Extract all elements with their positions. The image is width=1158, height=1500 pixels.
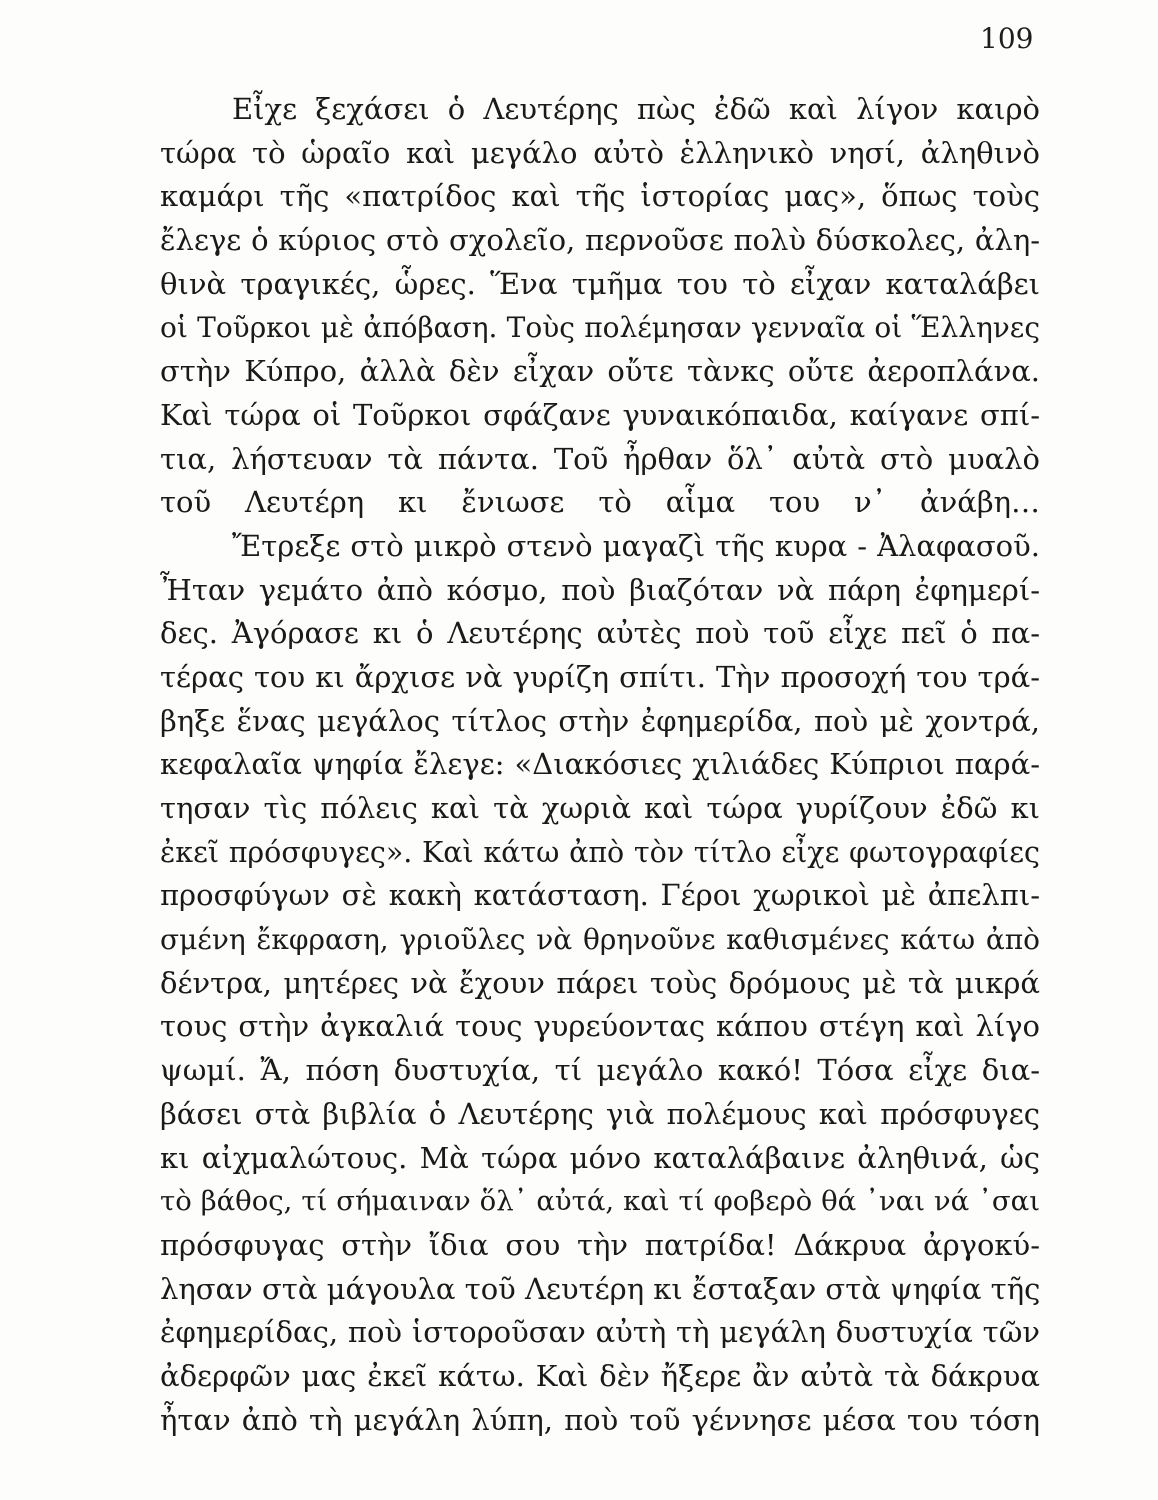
text-line: Ἔτρεξε στὸ μικρὸ στενὸ μαγαζὶ τῆς κυρα - Ἀλαφασοῦ. (232, 528, 1040, 563)
text-line: στὴν Κύπρο, ἀλλὰ δὲν εἶχαν οὔτε τὰνκς οὔτε ἀεροπλάνα. (160, 354, 1040, 389)
body-text (160, 88, 1040, 1442)
text-line: προσφύγων σὲ κακὴ κατάσταση. Γέροι χωρικοὶ μὲ ἀπελπι- (160, 878, 1040, 913)
text-line: οἱ Τοῦρκοι μὲ ἀπόβαση. Τοὺς πολέμησαν γενναῖα οἱ Ἕλληνες (160, 311, 1040, 345)
text-line: κι αἰχμαλώτους. Μὰ τώρα μόνο καταλάβαινε ἀληθινά, ὡς (160, 1140, 1040, 1175)
page-number: 109 (980, 22, 1034, 55)
text-line: τὸ βάθος, τί σήμαιναν ὅλ᾽ αὐτά, καὶ τί φοβερὸ θά ᾽ναι νά ᾽σαι (160, 1185, 1040, 1218)
text-line: τώρα τὸ ὡραῖο καὶ μεγάλο αὐτὸ ἑλληνικὸ νησί, ἀληθινὸ (160, 135, 1040, 170)
text-line: ἐφημερίδας, ποὺ ἱστοροῦσαν αὐτὴ τὴ μεγάλη δυστυχία τῶν (160, 1315, 1040, 1350)
text-line: πρόσφυγας στὴν ἴδια σου τὴν πατρίδα! Δάκρυα ἀργοκύ- (160, 1227, 1040, 1262)
text-line: σμένη ἔκφραση, γριοῦλες νὰ θρηνοῦνε καθισμένες κάτω ἀπὸ (160, 923, 1040, 957)
text-line: Εἶχε ξεχάσει ὁ Λευτέρης πὼς ἐδῶ καὶ λίγον καιρὸ (232, 92, 1040, 126)
text-line: Ἦταν γεμάτο ἀπὸ κόσμο, ποὺ βιαζόταν νὰ πάρη ἐφημερί- (160, 572, 1040, 607)
text-line: ἀδερφῶν μας ἐκεῖ κάτω. Καὶ δὲν ἤξερε ἂν αὐτὰ τὰ δάκρυα (160, 1358, 1040, 1393)
text-line: κεφαλαῖα ψηφία ἔλεγε: «Διακόσιες χιλιάδες Κύπριοι παρά- (160, 747, 1040, 782)
text-line: δέντρα, μητέρες νὰ ἔχουν πάρει τοὺς δρόμους μὲ τὰ μικρά (160, 965, 1040, 1000)
text-line: βηξε ἕνας μεγάλος τίτλος στὴν ἐφημερίδα, ποὺ μὲ χοντρά, (160, 703, 1040, 738)
text-line: καμάρι τῆς «πατρίδος καὶ τῆς ἱστορίας μας», ὅπως τοὺς (160, 179, 1040, 214)
text-line: θινὰ τραγικές, ὧρες. Ἕνα τμῆμα του τὸ εἶχαν καταλάβει (160, 266, 1040, 301)
text-line: τοῦ Λευτέρη κι ἔνιωσε τὸ αἷμα του ν᾽ ἀνάβη… (160, 485, 1040, 520)
text-line: ἐκεῖ πρόσφυγες». Καὶ κάτω ἀπὸ τὸν τίτλο εἶχε φωτογραφίες (160, 835, 1040, 869)
text-line: Καὶ τώρα οἱ Τοῦρκοι σφάζανε γυναικόπαιδα, καίγανε σπί- (160, 397, 1040, 432)
text-line: ψωμί. Ἄ, πόση δυστυχία, τί μεγάλο κακό! Τόσα εἶχε δια- (160, 1053, 1040, 1088)
text-line: τια, λήστευαν τὰ πάντα. Τοῦ ἦρθαν ὅλ᾽ αὐτὰ στὸ μυαλὸ (160, 441, 1040, 476)
text-line: δες. Ἀγόρασε κι ὁ Λευτέρης αὐτὲς ποὺ τοῦ εἶχε πεῖ ὁ πα- (160, 616, 1040, 651)
text-line: τέρας του κι ἄρχισε νὰ γυρίζη σπίτι. Τὴν προσοχή του τρά- (160, 659, 1040, 694)
text-line: ἔλεγε ὁ κύριος στὸ σχολεῖο, περνοῦσε πολὺ δύσκολες, ἀλη- (160, 223, 1040, 258)
text-line: λησαν στὰ μάγουλα τοῦ Λευτέρη κι ἔσταξαν στὰ ψηφία τῆς (160, 1271, 1041, 1306)
text-line: βάσει στὰ βιβλία ὁ Λευτέρης γιὰ πολέμους καὶ πρόσφυγες (160, 1096, 1040, 1131)
text-line: ἦταν ἀπὸ τὴ μεγάλη λύπη, ποὺ τοῦ γέννησε μέσα του τόση (160, 1402, 1040, 1437)
text-line: τησαν τὶς πόλεις καὶ τὰ χωριὰ καὶ τώρα γυρίζουν ἐδῶ κι (160, 791, 1040, 825)
text-line: τους στὴν ἀγκαλιά τους γυρεύοντας κάπου στέγη καὶ λίγο (160, 1009, 1040, 1044)
